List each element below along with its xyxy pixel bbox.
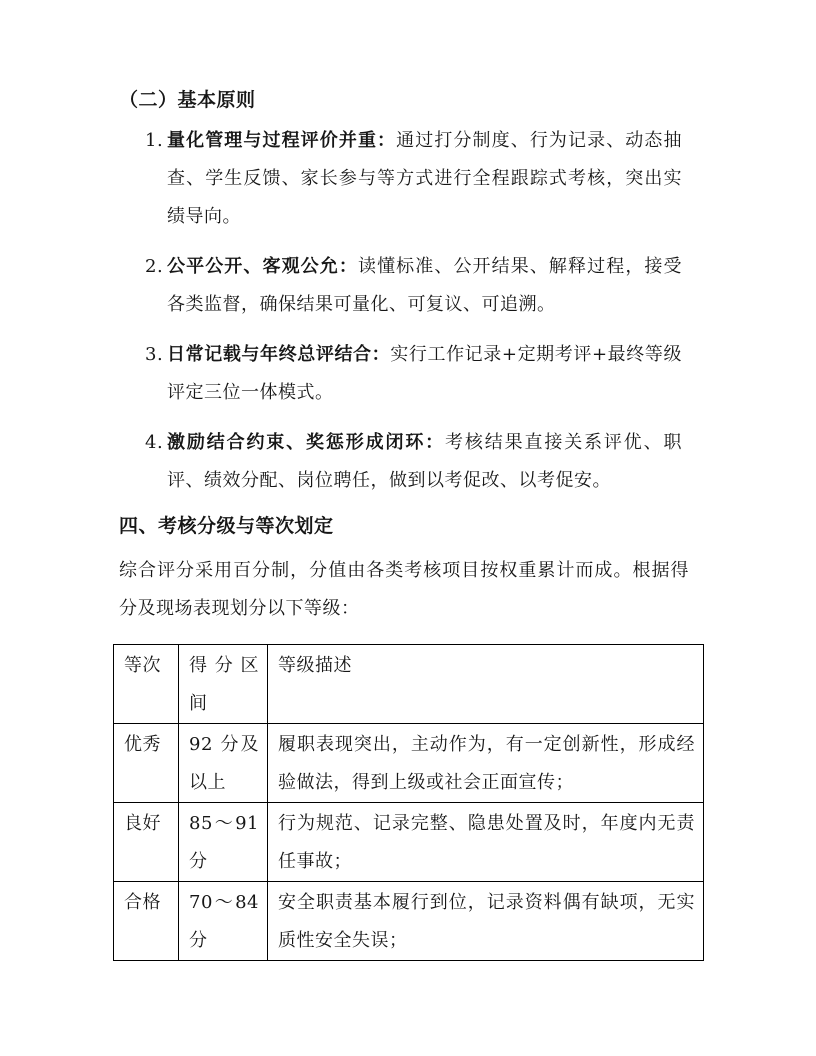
intro-paragraph: 综合评分采用百分制，分值由各类考核项目按权重累计而成。根据得分及现场表现划分以下等级：: [119, 560, 689, 619]
principle-item-4: [113, 424, 704, 500]
cell-description: 行为规范、记录完整、隐患处置及时，年度内无责任事故；: [268, 803, 704, 882]
principle-item-2: [113, 248, 704, 324]
header-cell-grade: 等次: [114, 645, 179, 724]
principle-item-3: [113, 336, 704, 412]
list-number: 4.: [145, 432, 164, 453]
cell-grade: 良好: [114, 803, 179, 882]
subsection-heading: （二）基本原则: [119, 89, 256, 111]
list-number: 2.: [145, 256, 164, 277]
cell-description: 履职表现突出，主动作为，有一定创新性，形成经验做法，得到上级或社会正面宣传；: [268, 724, 704, 803]
table-header-row: [114, 645, 704, 724]
principle-text: 实行工作记录+定期考评+最终等级评定三位一体模式。: [167, 344, 682, 403]
principle-title: 量化管理与过程评价并重：: [167, 130, 397, 151]
principles-list: [113, 122, 704, 500]
cell-grade: 合格: [114, 882, 179, 961]
principle-item-1: [113, 122, 704, 236]
principle-text: 考核结果直接关系评优、职评、绩效分配、岗位聘任，做到以考促改、以考促安。: [167, 432, 683, 491]
section-heading: 四、考核分级与等次划定: [119, 515, 334, 537]
cell-score-range: 85～91 分: [179, 803, 268, 882]
principle-title: 公平公开、客观公允：: [167, 256, 358, 277]
principle-text: 通过打分制度、行为记录、动态抽查、学生反馈、家长参与等方式进行全程跟踪式考核，突出实绩导向。: [167, 130, 683, 227]
cell-grade: 优秀: [114, 724, 179, 803]
cell-description: 安全职责基本履行到位，记录资料偶有缺项，无实质性安全失误；: [268, 882, 704, 961]
cell-score-range: 92 分及以上: [179, 724, 268, 803]
principle-text: 读懂标准、公开结果、解释过程，接受各类监督，确保结果可量化、可复议、可追溯。: [167, 256, 683, 315]
table-row-pass: [114, 882, 704, 961]
list-number: 3.: [145, 344, 164, 365]
cell-score-range: 70～84 分: [179, 882, 268, 961]
table-row-excellent: [114, 724, 704, 803]
grade-table: [113, 644, 704, 961]
header-cell-score-range: 得分区间: [179, 645, 268, 724]
principle-title: 日常记载与年终总评结合：: [167, 344, 391, 365]
table-row-good: [114, 803, 704, 882]
header-cell-description: 等级描述: [268, 645, 704, 724]
principle-title: 激励结合约束、奖惩形成闭环：: [167, 432, 446, 453]
list-number: 1.: [145, 130, 164, 151]
